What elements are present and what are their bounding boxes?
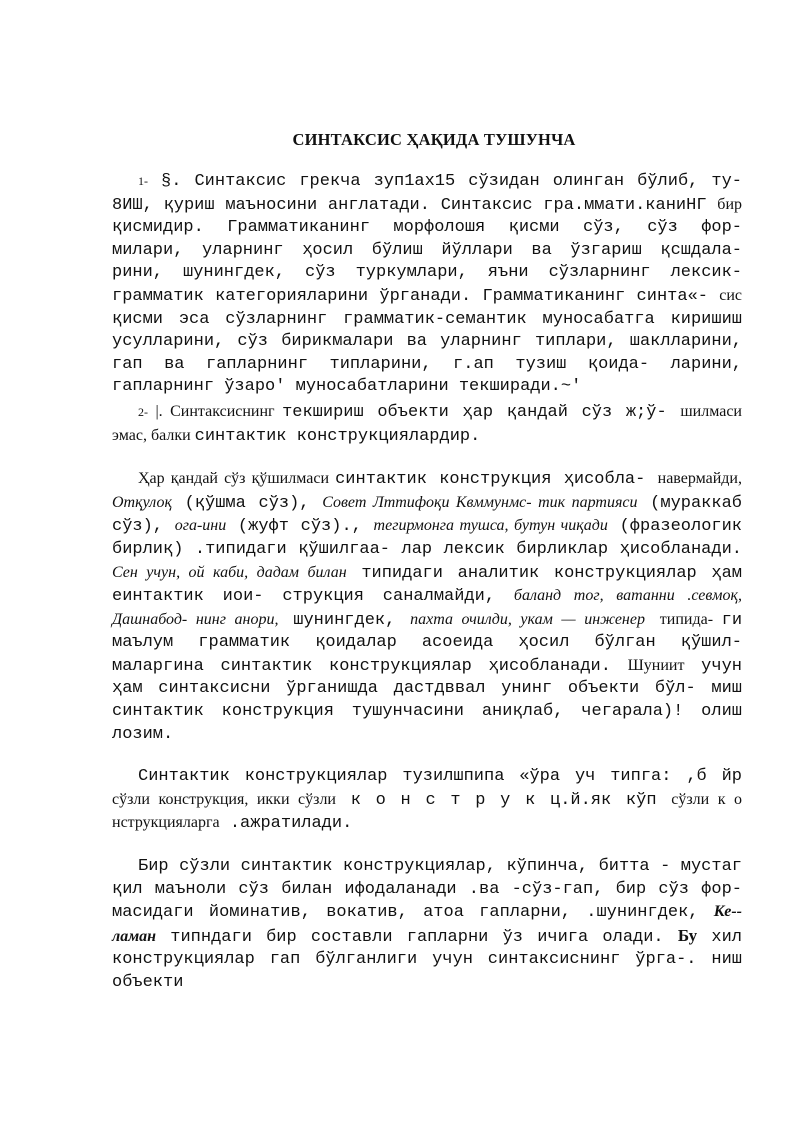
- text-run: типидаги аналитик конструкциялар ҳам еинтактик иои- струкция саналмайди,: [112, 563, 743, 607]
- text-run: сўзли к о нструкцияларга: [112, 790, 742, 832]
- text-run: (фразеологик бирлиқ) .типидаги қўшилгаа- лар лексик бирликлар ҳисобланади.: [112, 517, 743, 559]
- document-page: [112, 130, 742, 995]
- italic-run: Отқулоқ: [112, 493, 172, 511]
- paragraph-5: [112, 856, 742, 995]
- text-run: .ажратилади.: [219, 814, 353, 834]
- paragraph-4: [112, 766, 742, 836]
- text-run: §. Синтаксис грекча зуп1ах15 сўзидан олинган бўлиб, ту- 8ИШ, қуриш маъносини англатади. Синтаксис гра.ммати.каниНГ: [112, 172, 742, 215]
- paragraph-2: [112, 401, 742, 448]
- italic-run: Сен учун, ой каби, дадам билан: [112, 563, 347, 581]
- text-run: бир: [717, 195, 742, 213]
- italic-run: ога-ини: [174, 517, 227, 535]
- text-run: типида-: [659, 610, 722, 628]
- text-run: к о н с т р у к ц.й.як кўп: [336, 790, 672, 810]
- text-run: учун ҳам синтаксисни ўрганишда дастдввал унинг объекти бўл- миш синтактик конструкция тушунчасини аниқлаб, чегарала)! олиш лозим.: [112, 656, 742, 744]
- italic-run: Совет Лттифоқи Квммунмс- тик партияси: [322, 493, 638, 511]
- text-run: шилмаси эмас, балки: [112, 402, 742, 444]
- text-run: Бир сўзли синтактик конструкциялар, кўпинча, битта - мустаг қил маъноли сўз билан ифодаланади .ва -сўз-гап, бир сўз фор- масидаги йоминатив, вокатив, атоа гапларни, .шунингдек,: [112, 857, 742, 923]
- text-run: (қўшма сўз),: [171, 493, 323, 513]
- text-run: (мураккаб сўз),: [112, 493, 742, 537]
- text-run: текшириш объекти ҳар қандай сўз ж;ў-: [282, 402, 667, 422]
- italic-run: тегирмонга тушса, бутун чиқади: [373, 517, 608, 535]
- italic-run: баланд тог, ватанни .севмоқ, Дашнабод- нинг анори,: [112, 587, 742, 628]
- text-run: синтактик конструкциялардир.: [194, 426, 481, 446]
- text-run: шунингдек,: [278, 610, 411, 630]
- paragraph-1: [112, 170, 742, 399]
- text-run: қисми эса сўзларнинг грамматик-семантик муносабатга киришиш усулларини, сўз бирикмалари ва уларнинг типлари, шаклларини, гап ва гапларнинг типларини, г.ап тузиш қоида- ларини, гапларнинг ўзаро' муносабатларини текширади.~': [112, 309, 742, 397]
- text-run: Ҳар қандай сўз қўшилмаси: [138, 470, 336, 488]
- page-title: СИНТАКСИС ҲАҚИДА ТУШУНЧА: [292, 130, 576, 149]
- paragraph-3: [112, 468, 742, 746]
- text-run: хил конструкциялар гап бўлганлиги учун синтаксиснинг ўрга-. ниш объекти: [112, 927, 742, 992]
- text-run: синтактик конструкция ҳисобла-: [335, 470, 646, 490]
- text-run: қисмидир. Грамматиканинг морфолошя қисми сўз, сўз фор- милари, уларнинг ҳосил бўлиш йўллари ва ўзгариш қсшдала- рини, шунингдек, сўз туркумлари, яъни сўзларнинг лексик- грамматик категорияларини ўрганади. Грамматиканинг синта«-: [112, 218, 742, 306]
- text-run: сўзли конструкция, икки сўзли: [112, 790, 336, 808]
- text-run: Синтактик конструкциялар тузилшпипа «ўра уч типга: ,б йр: [138, 767, 742, 787]
- bold-run: Бу: [677, 925, 698, 945]
- text-run: типндаги бир составли гапларни ўз ичига олади.: [156, 927, 678, 947]
- text-run: сис: [719, 286, 742, 304]
- text-run: ги маълум грамматик қоидалар асоеида ҳосил бўлган қўшил- маларгина синтактик конструкциялар ҳисобланади.: [112, 610, 743, 676]
- paragraph-number: 1-: [138, 174, 148, 188]
- text-run: навермайди,: [657, 470, 742, 488]
- text-run: Шуниит: [627, 656, 685, 674]
- bold-italic-run: Ке-- ламан: [112, 903, 742, 945]
- text-run: (жуфт сўз).,: [226, 517, 374, 537]
- paragraph-number: 2-: [138, 404, 148, 419]
- text-run: |. Синтаксиснинг: [148, 402, 283, 420]
- italic-run: пахта очилди, укам — инженер: [410, 610, 645, 628]
